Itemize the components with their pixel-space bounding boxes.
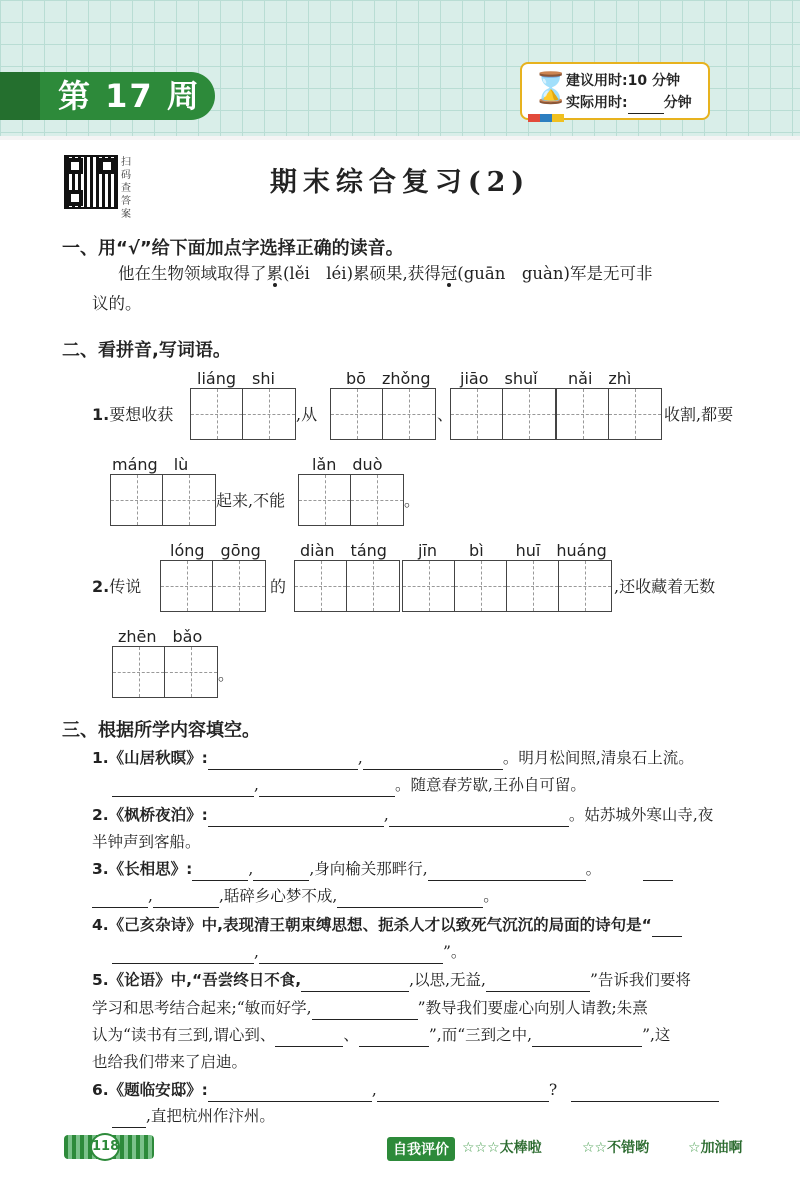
blank[interactable] [275, 1031, 343, 1047]
blank[interactable] [112, 781, 254, 797]
s3-q2-cont: 半钟声到客船。 [92, 833, 201, 851]
s3-q6: 6.《题临安邸》: , ? [92, 1078, 719, 1102]
section1-heading: 一、用“√”给下面加点字选择正确的读音。 [62, 238, 404, 259]
pinyin-manglu: máng lù [112, 455, 189, 474]
week-label: 第 17 周 [0, 72, 215, 120]
eval-good[interactable]: ☆☆不错哟 [582, 1140, 650, 1156]
blank[interactable] [153, 892, 219, 908]
blank[interactable] [208, 754, 358, 770]
star-icon: ☆ [688, 1140, 701, 1156]
pinyin-longgong: lóng gōng [170, 541, 261, 560]
blank[interactable] [112, 948, 254, 964]
blank[interactable] [363, 754, 503, 770]
row2-text-b: 。 [404, 491, 421, 510]
pinyin-bozhong: bō zhǒng [346, 369, 431, 388]
writing-grid-5[interactable] [110, 474, 216, 526]
blank[interactable] [259, 948, 443, 964]
writing-grid-9[interactable] [402, 560, 612, 612]
pinyin-jiaoshui: jiāo shuǐ [460, 369, 538, 388]
writing-grid-7[interactable] [160, 560, 266, 612]
blank[interactable] [532, 1031, 642, 1047]
q2-text-b: 的 [270, 577, 287, 596]
section1-text: 他在生物领域取得了累(lěi léi)累硕果,获得冠(guān guàn)军是无可非 [118, 264, 653, 283]
dotted-char-lei[interactable]: 累 [266, 264, 283, 283]
q1-text-b: ,从 [296, 405, 318, 424]
blank[interactable] [337, 892, 483, 908]
footer [0, 1133, 800, 1163]
pinyin-landuo: lǎn duò [312, 455, 383, 474]
pinyin-zhenbao: zhēn bǎo [118, 627, 203, 646]
q1-text-d: 收割,都要 [664, 405, 734, 424]
qr-label: 扫码查答案 [121, 157, 131, 220]
s3-q3-cont: , ,聒碎乡心梦不成, 。 [92, 884, 499, 908]
s3-q2: 2.《枫桥夜泊》: , 。姑苏城外寒山寺,夜 [92, 803, 713, 827]
writing-grid-1[interactable] [190, 388, 296, 440]
self-eval-label: 自我评价 [387, 1137, 455, 1161]
blank[interactable] [112, 1112, 146, 1128]
writing-grid-4[interactable] [556, 388, 662, 440]
blank[interactable] [312, 1004, 418, 1020]
blank[interactable] [359, 1031, 429, 1047]
blank[interactable] [486, 976, 590, 992]
section2-heading: 二、看拼音,写词语。 [62, 340, 231, 361]
books-icon [528, 114, 564, 122]
s3-q5-cont2: 认为“读书有三到,谓心到、 、 ”,而“三到之中, ”,这 [92, 1023, 670, 1047]
blank[interactable] [208, 811, 384, 827]
blank[interactable] [192, 865, 248, 881]
star-icon: ☆☆☆ [462, 1140, 500, 1156]
blank[interactable] [301, 976, 409, 992]
writing-grid-10[interactable] [112, 646, 218, 698]
s3-q6-cont: ,直把杭州作汴州。 [112, 1104, 275, 1128]
writing-grid-3[interactable] [450, 388, 556, 440]
star-icon: ☆☆ [582, 1140, 608, 1156]
eval-try[interactable]: ☆加油啊 [688, 1140, 743, 1156]
q2-text: 2.传说 [92, 577, 142, 596]
s3-q3: 3.《长相思》: , ,身向榆关那畔行, 。 [92, 857, 673, 881]
blank[interactable] [259, 781, 395, 797]
blank[interactable] [377, 1086, 549, 1102]
s3-q4: 4.《己亥杂诗》中,表现清王朝束缚思想、扼杀人才以致死气沉沉的局面的诗句是“ [92, 913, 682, 937]
s3-q1-cont: , 。随意春芳歇,王孙自可留。 [112, 773, 586, 797]
actual-time: 实际用时: 分钟 [566, 92, 708, 114]
blank[interactable] [643, 865, 673, 881]
row4-text: 。 [218, 665, 235, 684]
q1-text: 1.要想收获 [92, 405, 174, 424]
blank[interactable] [389, 811, 569, 827]
page-title: 期末综合复习(2) [269, 167, 531, 198]
row2-text-a: 起来,不能 [216, 491, 286, 510]
hourglass-icon: ⌛ [532, 71, 570, 106]
blank[interactable] [208, 1086, 372, 1102]
writing-grid-2[interactable] [330, 388, 436, 440]
blank[interactable] [652, 921, 682, 937]
s3-q5-cont3: 也给我们带来了启迪。 [92, 1053, 248, 1071]
section1-text-cont: 议的。 [92, 294, 142, 313]
s3-q1: 1.《山居秋暝》: , 。明月松间照,清泉石上流。 [92, 746, 694, 770]
time-box [520, 62, 710, 120]
dotted-char-guan[interactable]: 冠 [440, 264, 458, 283]
writing-grid-8[interactable] [294, 560, 400, 612]
suggested-time: 建议用时:10 分钟 [566, 73, 680, 89]
s3-q5-cont1: 学习和思考结合起来;“敏而好学, ”教导我们要虚心向别人请教;朱熹 [92, 996, 648, 1020]
blank[interactable] [253, 865, 309, 881]
eval-great[interactable]: ☆☆☆太棒啦 [462, 1140, 542, 1156]
q2-text-c: ,还收藏着无数 [614, 577, 716, 596]
writing-grid-6[interactable] [298, 474, 404, 526]
s3-q5: 5.《论语》中,“吾尝终日不食, ,以思,无益, ”告诉我们要将 [92, 968, 691, 992]
pinyin-jinbihuihuang: jīn bì huī huáng [418, 541, 607, 560]
blank[interactable] [92, 892, 148, 908]
pinyin-liangshi: liáng shi [197, 369, 275, 388]
header-banner [0, 0, 800, 140]
pinyin-diantang: diàn táng [300, 541, 387, 560]
blank[interactable] [571, 1086, 719, 1102]
section3-heading: 三、根据所学内容填空。 [62, 720, 260, 741]
blank[interactable] [428, 865, 586, 881]
q1-text-c: 、 [437, 405, 454, 424]
page-number: 118 [90, 1133, 120, 1161]
pinyin-naizhi: nǎi zhì [568, 369, 632, 388]
s3-q4-cont: , ”。 [112, 940, 466, 964]
